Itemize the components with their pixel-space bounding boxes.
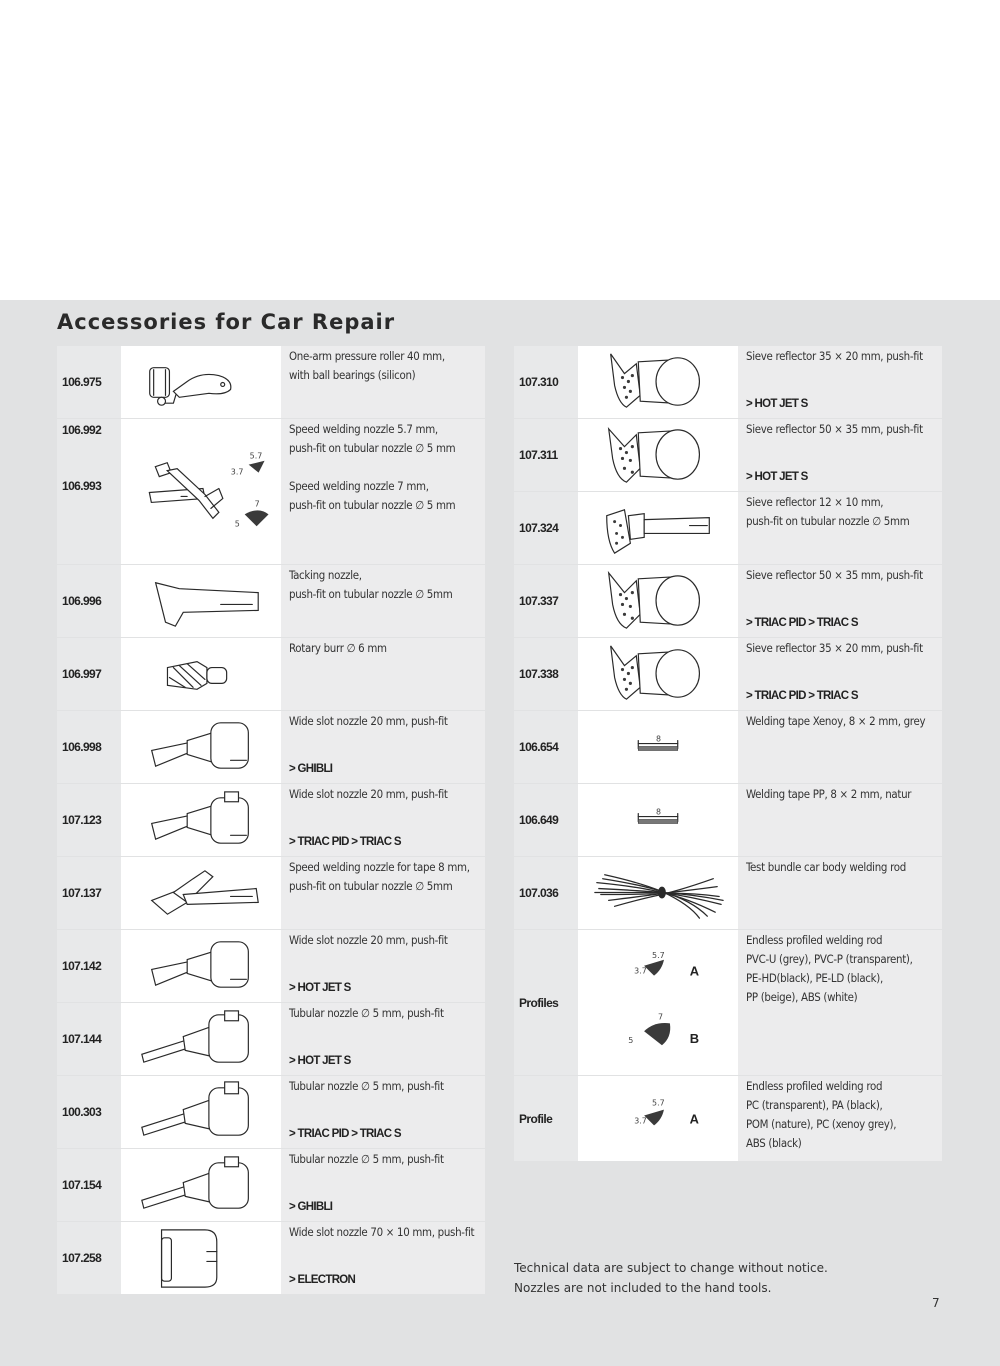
rod-bundle-icon [578, 857, 738, 929]
product-code: 107.036 [519, 886, 559, 900]
tool-reference: > GHIBLI [289, 763, 333, 775]
product-code: 107.154 [62, 1178, 102, 1192]
product-code: 100.303 [62, 1105, 102, 1119]
footnote-line: Nozzles are not included to the hand tools. [514, 1281, 772, 1295]
tool-reference: > TRIAC PID > TRIAC S [289, 836, 401, 848]
dimension-label: 5.7 [249, 451, 263, 461]
rotary-burr-icon [121, 638, 281, 710]
wide-slot-70-nozzle-icon [121, 1222, 281, 1294]
product-row [57, 1149, 485, 1222]
profile-letter: A [689, 1111, 699, 1127]
dimension-label: 8 [656, 807, 662, 817]
dimension-label: 5.7 [652, 950, 665, 960]
wide-slot-nozzle-icon [121, 930, 281, 1002]
product-row [57, 711, 485, 784]
product-code: 107.123 [62, 813, 102, 827]
product-code: Profile [519, 1111, 553, 1126]
wide-slot-nozzle-icon [121, 711, 281, 783]
dimension-label: 5 [628, 1036, 634, 1046]
product-row [57, 1003, 485, 1076]
product-row [514, 784, 942, 857]
footnote [514, 1258, 828, 1298]
product-description: Endless profiled welding rod PC (transparent), PA (black), POM (nature), PC (xenoy grey), ABS (black) [746, 1079, 897, 1150]
product-row [514, 1076, 942, 1162]
product-row [514, 346, 942, 419]
tacking-nozzle-icon [121, 565, 281, 637]
profile-icon [578, 1076, 738, 1161]
dimension-label: 8 [656, 734, 662, 744]
welding-tape-icon [578, 711, 738, 783]
product-code: 107.311 [519, 448, 558, 462]
product-description: Sieve reflector 12 × 10 mm, push-fit on tubular nozzle ∅ 5mm [746, 495, 910, 528]
product-row [57, 930, 485, 1003]
tool-reference: > TRIAC PID > TRIAC S [746, 617, 858, 629]
product-row [514, 419, 942, 492]
product-row [514, 638, 942, 711]
tool-reference: > ELECTRON [289, 1274, 356, 1286]
tool-reference: > TRIAC PID > TRIAC S [289, 1128, 401, 1140]
product-code: 106.993 [62, 479, 102, 493]
sieve-reflector-icon [578, 419, 738, 491]
product-description: Welding tape Xenoy, 8 × 2 mm, grey [746, 714, 926, 728]
profile-icon [578, 930, 738, 1075]
product-description: Sieve reflector 35 × 20 mm, push-fit [746, 641, 923, 655]
product-code: 107.337 [519, 594, 559, 608]
product-code: 106.975 [62, 375, 102, 389]
tool-reference: > HOT JET S [746, 471, 808, 483]
product-description: Speed welding nozzle for tape 8 mm, push-fit on tubular nozzle ∅ 5mm [289, 860, 470, 893]
tubular-nozzle-icon [121, 1076, 281, 1148]
product-code: 107.324 [519, 521, 559, 535]
product-row [57, 419, 485, 565]
footnote-line: Technical data are subject to change without notice. [514, 1261, 828, 1275]
pressure-roller-icon [121, 346, 281, 418]
product-description: Wide slot nozzle 70 × 10 mm, push-fit [289, 1225, 475, 1239]
dimension-label: 3.7 [634, 966, 647, 976]
sieve-reflector-icon [578, 565, 738, 637]
product-code: 107.258 [62, 1251, 102, 1265]
product-description: Sieve reflector 50 × 35 mm, push-fit [746, 568, 923, 582]
product-row [514, 492, 942, 565]
product-description: Sieve reflector 50 × 35 mm, push-fit [746, 422, 923, 436]
dimension-label: 3.7 [634, 1116, 647, 1126]
dimension-label: 3.7 [230, 467, 244, 477]
tool-reference: > GHIBLI [289, 1201, 333, 1213]
product-description: Speed welding nozzle 7 mm, push-fit on tubular nozzle ∅ 5 mm [289, 479, 456, 512]
left-column [57, 346, 485, 1295]
product-code: 107.338 [519, 667, 559, 681]
product-description: One-arm pressure roller 40 mm, with ball bearings (silicon) [289, 349, 445, 382]
profile-letter: B [689, 1031, 700, 1047]
right-column [514, 346, 942, 1162]
product-description: Welding tape PP, 8 × 2 mm, natur [746, 787, 912, 801]
product-row [57, 638, 485, 711]
product-code: 106.996 [62, 594, 102, 608]
product-row [57, 1222, 485, 1295]
product-description: Speed welding nozzle 5.7 mm, push-fit on tubular nozzle ∅ 5 mm [289, 422, 456, 455]
product-code: 106.654 [519, 740, 559, 754]
product-description: Rotary burr ∅ 6 mm [289, 641, 387, 655]
product-row [514, 565, 942, 638]
tool-reference: > HOT JET S [289, 982, 351, 994]
sieve-reflector-icon [578, 638, 738, 710]
wide-slot-nozzle-icon [121, 784, 281, 856]
product-row [57, 857, 485, 930]
product-description: Wide slot nozzle 20 mm, push-fit [289, 933, 448, 947]
product-description: Sieve reflector 35 × 20 mm, push-fit [746, 349, 923, 363]
product-row [57, 1076, 485, 1149]
product-code: 106.649 [519, 813, 559, 827]
product-description: Tacking nozzle, push-fit on tubular nozzle ∅ 5mm [289, 568, 453, 601]
small-sieve-reflector-icon [578, 492, 738, 564]
product-row [57, 346, 485, 419]
tool-reference: > TRIAC PID > TRIAC S [746, 690, 858, 702]
sieve-reflector-icon [578, 346, 738, 418]
product-code: 106.998 [62, 740, 102, 754]
dimension-label: 5 [234, 519, 240, 529]
product-code: Profiles [519, 995, 559, 1010]
product-description: Wide slot nozzle 20 mm, push-fit [289, 787, 448, 801]
tape-welding-nozzle-icon [121, 857, 281, 929]
page-number: 7 [932, 1296, 940, 1310]
product-row [514, 930, 942, 1076]
product-code: 107.137 [62, 886, 102, 900]
product-code: 107.310 [519, 375, 559, 389]
product-code: 107.144 [62, 1032, 102, 1046]
product-description: Endless profiled welding rod PVC-U (grey), PVC-P (transparent), PE-HD(black), PE-LD (black), PP (beige), ABS (white) [746, 933, 913, 1004]
product-row [514, 711, 942, 784]
tubular-nozzle-icon [121, 1003, 281, 1075]
product-description: Tubular nozzle ∅ 5 mm, push-fit [289, 1006, 444, 1020]
tubular-nozzle-icon [121, 1149, 281, 1221]
dimension-label: 7 [658, 1012, 664, 1022]
dimension-label: 7 [254, 499, 260, 509]
welding-tape-icon [578, 784, 738, 856]
product-code: 107.142 [62, 959, 102, 973]
product-row [514, 857, 942, 930]
product-description: Tubular nozzle ∅ 5 mm, push-fit [289, 1152, 444, 1166]
product-description: Wide slot nozzle 20 mm, push-fit [289, 714, 448, 728]
product-row [57, 565, 485, 638]
speed-welding-nozzle-icon [121, 419, 281, 564]
tool-reference: > HOT JET S [289, 1055, 351, 1067]
product-description: Test bundle car body welding rod [746, 860, 906, 874]
profile-letter: A [689, 963, 700, 979]
page-title: Accessories for Car Repair [57, 310, 396, 334]
product-code: 106.992 [62, 423, 102, 437]
dimension-label: 5.7 [652, 1098, 665, 1108]
product-description: Tubular nozzle ∅ 5 mm, push-fit [289, 1079, 444, 1093]
product-row [57, 784, 485, 857]
tool-reference: > HOT JET S [746, 398, 808, 410]
product-code: 106.997 [62, 667, 102, 681]
